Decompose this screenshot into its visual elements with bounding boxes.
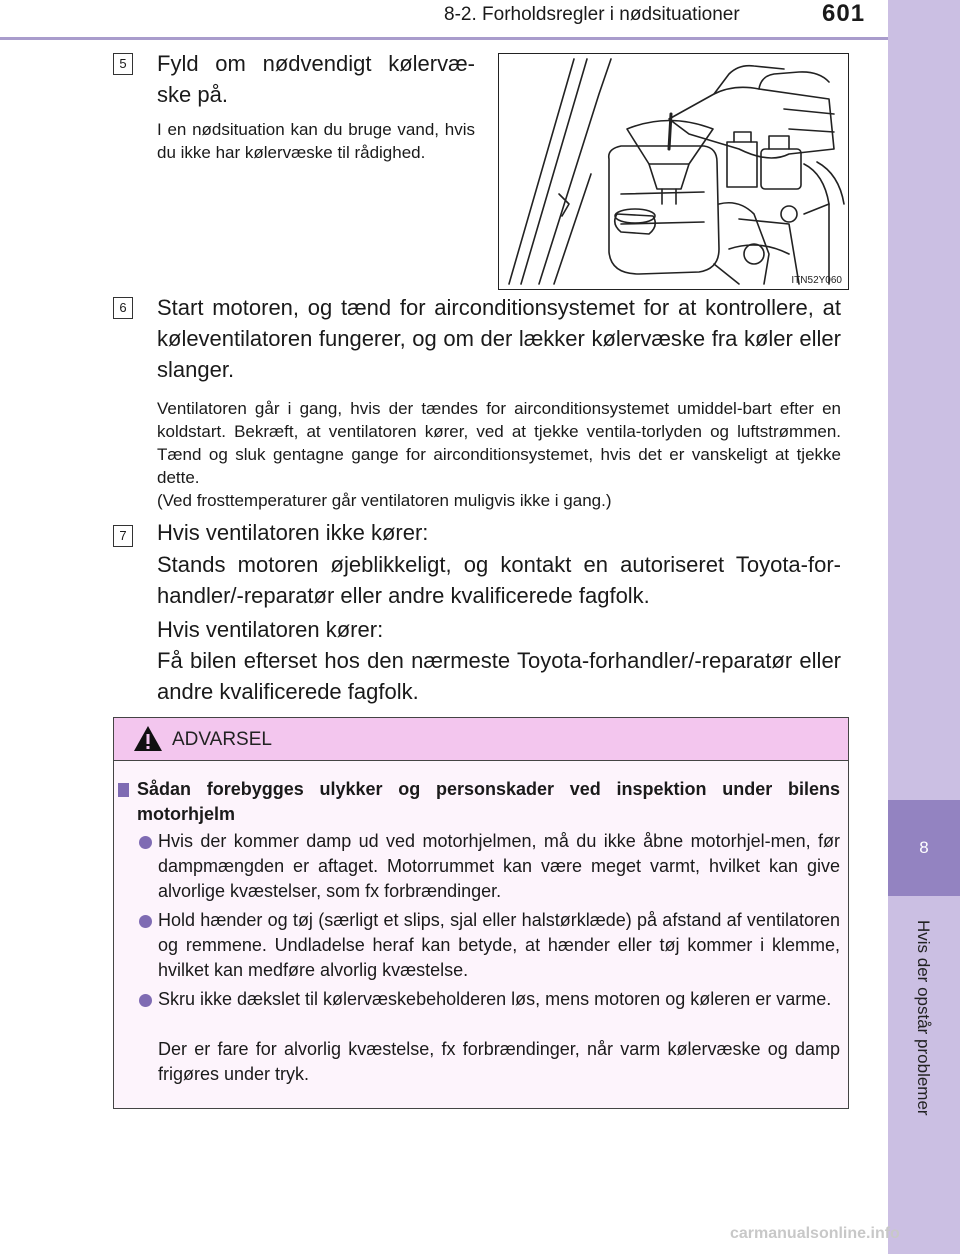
step-7-condition-not-running: Hvis ventilatoren ikke kører: xyxy=(157,520,429,545)
bullet-dot-icon xyxy=(139,836,152,849)
step-number-5: 5 xyxy=(113,53,133,75)
watermark: carmanualsonline.info xyxy=(730,1225,900,1242)
warning-item-fan-belts: Hold hænder og tøj (særligt et slips, sjal eller halstørklæde) på afstand af ventilatoren og remmene. Undladelse heraf kan betyde, at hænder eller tøj kommer i klemme, hvilket kan medføre alvorlig kvæstelse. xyxy=(158,910,840,980)
step-7-action-not-running: Stands motoren øjeblikkeligt, og kontakt en autoriseret Toyota-for-handler/-reparatør eller andre kvalificerede fagfolk. xyxy=(157,552,841,608)
warning-item-pressure: Der er fare for alvorlig kvæstelse, fx forbrændinger, når varm kølervæske og damp frigøres under tryk. xyxy=(158,1039,840,1084)
warning-item-steam: Hvis der kommer damp ud ved motorhjelmen, må du ikke åbne motorhjel-men, før dampmængden er aftaget. Motorrummet kan være meget varmt, hvilket kan give alvorlige kvæstelser, som fx forbrændinger. xyxy=(158,831,840,901)
step-6-note-frost: (Ved frosttemperaturer går ventilatoren muligvis ikke i gang.) xyxy=(157,491,612,510)
step-6-text: Start motoren, og tænd for airconditionsystemet for at kontrollere, at køleventilatoren fungerer, og om der lækker kølervæske fra køler eller slanger. xyxy=(157,295,841,382)
warning-title: ADVARSEL xyxy=(172,729,272,750)
warning-triangle-icon xyxy=(133,725,163,753)
warning-header xyxy=(114,718,848,761)
chapter-number-box xyxy=(888,800,960,896)
step-number-7: 7 xyxy=(113,525,133,547)
bullet-dot-icon xyxy=(139,915,152,928)
section-title: 8-2. Forholdsregler i nødsituationer xyxy=(444,4,740,25)
page-number: 601 xyxy=(822,0,866,27)
step-number-6: 6 xyxy=(113,297,133,319)
heading-bullet-icon xyxy=(118,783,129,797)
warning-heading: Sådan forebygges ulykker og personskader ved inspektion under bilens motorhjelm xyxy=(137,779,840,824)
step-6-note: Ventilatoren går i gang, hvis der tændes for airconditionsystemet umiddel-bart efter en koldstart. Bekræft, at ventilatoren kører, ved at tjekke ventila-torlyden og luftstrømmen. Tænd og sluk gentagne gange for airconditionsystemet, hvis det er vanskeligt at tjekke dette. xyxy=(157,399,841,487)
figure-code: ITN52Y060 xyxy=(791,275,842,286)
step-7-action-running: Få bilen efterset hos den nærmeste Toyota-forhandler/-reparatør eller andre kvalificerede fagfolk. xyxy=(157,648,841,704)
bullet-dot-icon xyxy=(139,994,152,1007)
chapter-title: Hvis der opstår problemer xyxy=(914,920,933,1116)
step-5-text: Fyld om nødvendigt kølervæ-ske på. xyxy=(157,51,475,107)
header-divider xyxy=(0,37,888,40)
step-7-condition-running: Hvis ventilatoren kører: xyxy=(157,617,384,642)
warning-item-reservoir-cap: Skru ikke dækslet til kølervæskebeholderen løs, mens motoren og køleren er varme. xyxy=(158,989,832,1009)
warning-box xyxy=(113,717,849,1109)
chapter-number: 8 xyxy=(919,838,929,857)
coolant-refill-illustration xyxy=(498,53,849,290)
engine-bay-drawing xyxy=(499,54,848,289)
step-5-note: I en nødsituation kan du bruge vand, hvis du ikke har kølervæske til rådighed. xyxy=(157,120,475,162)
